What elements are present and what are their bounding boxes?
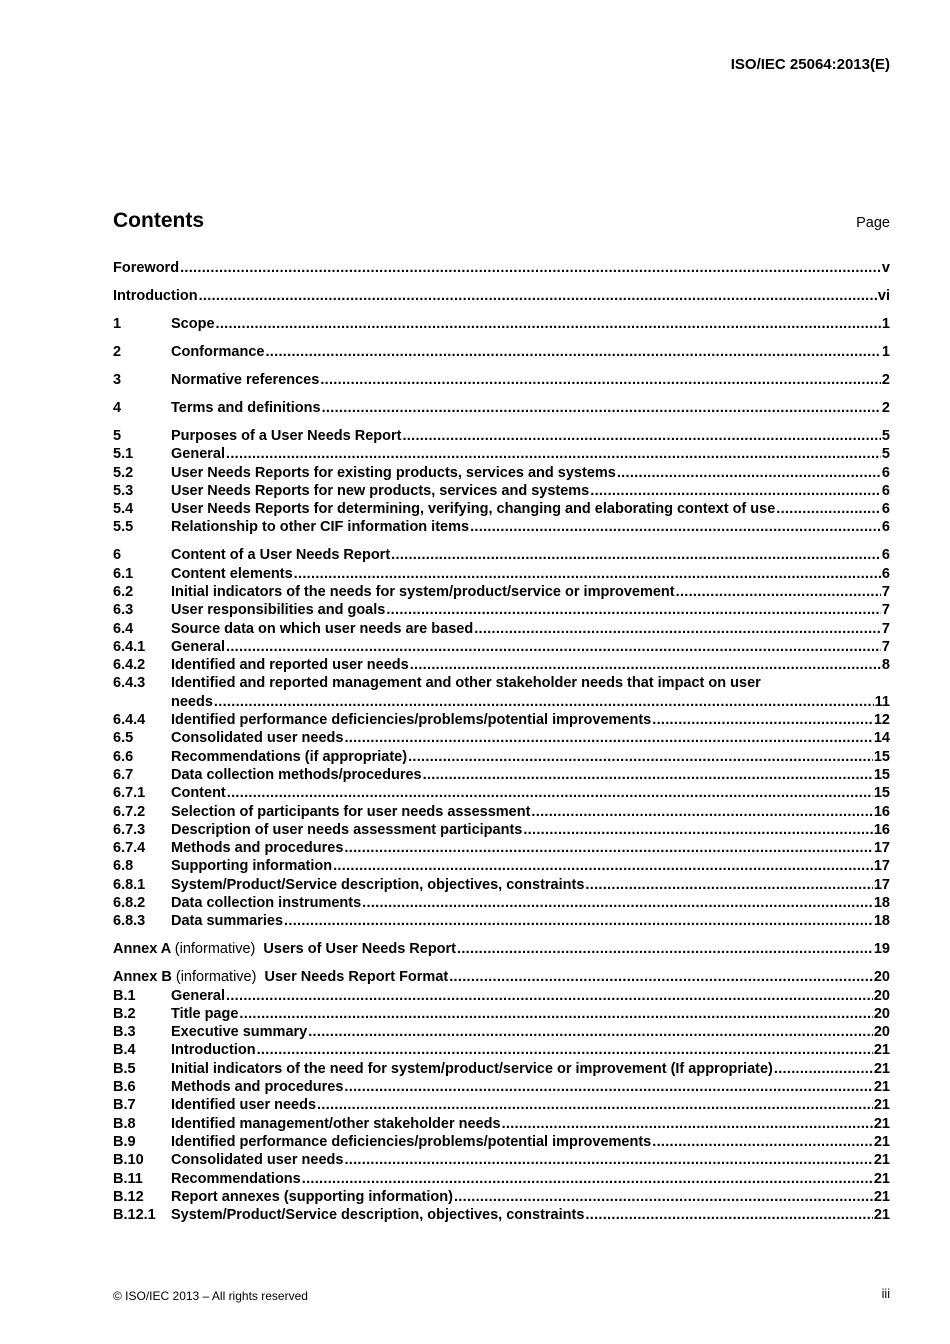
toc-entry-title bbox=[113, 940, 456, 958]
toc-entry-number: 6.7.3 bbox=[113, 821, 146, 838]
toc-entry-page: 18 bbox=[873, 895, 890, 912]
toc-entry-page: 16 bbox=[873, 821, 890, 838]
toc-entry[interactable] bbox=[113, 620, 890, 638]
toc-entry-title: Conformance bbox=[171, 343, 265, 360]
toc-entry-title: Initial indicators of the need for system/product/service or improvement (If appropriate) bbox=[171, 1060, 773, 1077]
toc-entry-page: 6 bbox=[881, 547, 890, 564]
toc-entry-page: 21 bbox=[873, 1207, 890, 1224]
toc-entry-number: 1 bbox=[113, 315, 122, 332]
toc-entry-number: B.9 bbox=[113, 1133, 136, 1150]
toc-entry-page: 21 bbox=[873, 1133, 890, 1150]
toc-dot-leader bbox=[344, 1078, 872, 1096]
toc-entry-page: 21 bbox=[873, 1079, 890, 1096]
toc-entry-number: 3 bbox=[113, 371, 122, 388]
toc-entry[interactable] bbox=[113, 371, 890, 389]
annex-title: User Needs Report Format bbox=[264, 969, 449, 986]
toc-entry[interactable] bbox=[113, 601, 890, 619]
toc-entry-page: 20 bbox=[873, 987, 890, 1004]
toc-entry-page: 7 bbox=[881, 620, 890, 637]
toc-entry-page: 20 bbox=[873, 969, 890, 986]
toc-dot-leader bbox=[457, 940, 873, 958]
toc-dot-leader bbox=[362, 894, 873, 912]
toc-entry[interactable] bbox=[113, 1041, 890, 1059]
toc-entry-number: 6.2 bbox=[113, 583, 134, 600]
toc-entry-title: System/Product/Service description, objectives, constraints bbox=[171, 1207, 585, 1224]
toc-dot-leader bbox=[391, 546, 881, 564]
toc-entry-title: Content bbox=[171, 785, 226, 802]
toc-entry-page: 21 bbox=[873, 1042, 890, 1059]
toc-entry[interactable] bbox=[113, 464, 890, 482]
toc-dot-leader bbox=[294, 565, 881, 583]
toc-entry-title: Content of a User Needs Report bbox=[171, 547, 391, 564]
toc-dot-leader bbox=[454, 1188, 873, 1206]
toc-entry[interactable] bbox=[113, 500, 890, 518]
toc-entry-number: B.4 bbox=[113, 1042, 136, 1059]
toc-entry-title: System/Product/Service description, objectives, constraints bbox=[171, 876, 585, 893]
toc-entry-number: 6.7.4 bbox=[113, 840, 146, 857]
toc-entry-page: 15 bbox=[873, 748, 890, 765]
toc-entry-page: 21 bbox=[873, 1115, 890, 1132]
toc-entry-number: B.8 bbox=[113, 1115, 136, 1132]
toc-entry-page: 8 bbox=[881, 657, 890, 674]
toc-entry[interactable] bbox=[113, 711, 890, 729]
toc-dot-leader bbox=[776, 500, 881, 518]
toc-entry-number: B.5 bbox=[113, 1060, 136, 1077]
toc-entry-page: 7 bbox=[881, 638, 890, 655]
toc-entry-title: Recommendations (if appropriate) bbox=[171, 748, 408, 765]
toc-entry-title: Identified performance deficiencies/problems/potential improvements bbox=[171, 712, 652, 729]
toc-entry-page: 21 bbox=[873, 1060, 890, 1077]
toc-entry-title: Methods and procedures bbox=[171, 1079, 344, 1096]
contents-title: Contents bbox=[113, 209, 204, 232]
toc-dot-leader bbox=[774, 1060, 873, 1078]
toc-entry-title-continued: needs bbox=[171, 693, 213, 710]
toc-entry[interactable] bbox=[113, 399, 890, 417]
toc-entry-number: 6.5 bbox=[113, 730, 134, 747]
toc-dot-leader bbox=[386, 601, 881, 619]
toc-dot-leader bbox=[676, 583, 881, 601]
toc-entry-page: 12 bbox=[873, 712, 890, 729]
toc-dot-leader bbox=[333, 857, 873, 875]
toc-dot-leader bbox=[652, 711, 873, 729]
toc-entry-title: Recommendations bbox=[171, 1170, 301, 1187]
toc-entry-page: 2 bbox=[881, 399, 890, 416]
toc-dot-leader bbox=[474, 620, 881, 638]
toc-entry-number: 6.7.1 bbox=[113, 785, 146, 802]
toc-entry-page: 7 bbox=[881, 583, 890, 600]
toc-entry-page: 17 bbox=[873, 840, 890, 857]
toc-dot-leader bbox=[226, 987, 873, 1005]
toc-entry-title: Terms and definitions bbox=[171, 399, 321, 416]
toc-entry-title: Introduction bbox=[113, 287, 198, 304]
toc-entry-number: 5.5 bbox=[113, 519, 134, 536]
toc-dot-leader bbox=[320, 371, 881, 389]
toc-dot-leader bbox=[216, 315, 881, 333]
toc-entry-page: 20 bbox=[873, 1005, 890, 1022]
toc-entry[interactable] bbox=[113, 940, 890, 958]
toc-entry-number: 6.4.4 bbox=[113, 712, 146, 729]
toc-entry-number: 6.4.2 bbox=[113, 657, 146, 674]
toc-entry-title: Title page bbox=[171, 1005, 239, 1022]
toc-dot-leader bbox=[617, 464, 881, 482]
toc-entry[interactable] bbox=[113, 803, 890, 821]
toc-dot-leader bbox=[226, 445, 881, 463]
toc-entry[interactable] bbox=[113, 912, 890, 930]
toc-entry[interactable] bbox=[113, 482, 890, 500]
toc-entry-page: 1 bbox=[881, 343, 890, 360]
toc-entry-page: 2 bbox=[881, 371, 890, 388]
toc-entry-title: Data collection methods/procedures bbox=[171, 766, 422, 783]
toc-dot-leader bbox=[317, 1096, 873, 1114]
toc-entry-title: Introduction bbox=[171, 1042, 256, 1059]
toc-entry-number: 6.6 bbox=[113, 748, 134, 765]
toc-entry-title: Source data on which user needs are based bbox=[171, 620, 474, 637]
toc-entry-title: General bbox=[171, 987, 225, 1004]
toc-entry[interactable] bbox=[113, 857, 890, 875]
toc-entry[interactable] bbox=[113, 583, 890, 601]
annex-title: Users of User Needs Report bbox=[263, 941, 457, 958]
toc-entry-page: 21 bbox=[873, 1097, 890, 1114]
toc-entry[interactable] bbox=[113, 839, 890, 857]
toc-dot-leader bbox=[449, 968, 873, 986]
toc-dot-leader bbox=[585, 1206, 872, 1224]
toc-entry-number: B.7 bbox=[113, 1097, 136, 1114]
toc-entry[interactable] bbox=[113, 565, 890, 583]
toc-entry-title: General bbox=[171, 638, 225, 655]
toc-entry-title: Methods and procedures bbox=[171, 840, 344, 857]
toc-entry-page: 19 bbox=[873, 941, 890, 958]
toc-entry[interactable] bbox=[113, 638, 890, 656]
toc-entry[interactable] bbox=[113, 343, 890, 361]
toc-entry-page: 21 bbox=[873, 1188, 890, 1205]
toc-entry[interactable] bbox=[113, 987, 890, 1005]
toc-entry-number: 6.1 bbox=[113, 565, 134, 582]
toc-entry-number: 5.1 bbox=[113, 446, 134, 463]
page-column-label: Page bbox=[856, 215, 890, 231]
toc-dot-leader bbox=[227, 784, 873, 802]
toc-entry[interactable] bbox=[113, 748, 890, 766]
toc-entry[interactable] bbox=[113, 1170, 890, 1188]
toc-entry-title: Consolidated user needs bbox=[171, 730, 344, 747]
toc-entry-title: Description of user needs assessment participants bbox=[171, 821, 523, 838]
toc-dot-leader bbox=[585, 876, 872, 894]
toc-dot-leader bbox=[265, 343, 880, 361]
toc-dot-leader bbox=[344, 1151, 872, 1169]
toc-entry-title: User responsibilities and goals bbox=[171, 602, 386, 619]
toc-entry-page: 15 bbox=[873, 785, 890, 802]
toc-entry-number: 6.4 bbox=[113, 620, 134, 637]
toc-entry[interactable] bbox=[113, 518, 890, 536]
toc-entry[interactable] bbox=[113, 784, 890, 802]
toc-entry[interactable] bbox=[113, 315, 890, 333]
toc-entry-title: User Needs Reports for determining, verifying, changing and elaborating context of use bbox=[171, 501, 776, 518]
toc-entry-number: 2 bbox=[113, 343, 122, 360]
footer-copyright: © ISO/IEC 2013 – All rights reserved bbox=[113, 1289, 308, 1303]
toc-entry-title: User Needs Reports for new products, services and systems bbox=[171, 482, 590, 499]
toc-entry[interactable] bbox=[113, 1023, 890, 1041]
toc-entry[interactable] bbox=[113, 729, 890, 747]
toc-entry-number: 6.4.1 bbox=[113, 638, 146, 655]
toc-entry-title: Normative references bbox=[171, 371, 320, 388]
toc-entry-number: B.12.1 bbox=[113, 1207, 156, 1224]
toc-dot-leader bbox=[470, 518, 881, 536]
toc-entry-number: B.3 bbox=[113, 1024, 136, 1041]
toc-entry-title: General bbox=[171, 446, 225, 463]
toc-entry-title: Relationship to other CIF information items bbox=[171, 519, 470, 536]
toc-entry-number: 4 bbox=[113, 399, 122, 416]
toc-entry-page: 17 bbox=[873, 858, 890, 875]
toc-entry-number: B.6 bbox=[113, 1079, 136, 1096]
toc-entry-page: 11 bbox=[874, 693, 890, 710]
toc-dot-leader bbox=[410, 656, 881, 674]
toc-entry-page: 6 bbox=[881, 519, 890, 536]
toc-dot-leader bbox=[402, 427, 880, 445]
toc-entry-title: Identified and reported user needs bbox=[171, 657, 409, 674]
footer-page-number: iii bbox=[881, 1287, 890, 1301]
toc-dot-leader bbox=[523, 821, 873, 839]
toc-dot-leader bbox=[344, 839, 872, 857]
toc-entry-page: 1 bbox=[881, 315, 890, 332]
toc-entry[interactable] bbox=[113, 1206, 890, 1224]
toc-entry-title: Identified management/other stakeholder needs bbox=[171, 1115, 501, 1132]
toc-entry-page: 6 bbox=[881, 464, 890, 481]
toc-entry[interactable] bbox=[113, 656, 890, 674]
toc-dot-leader bbox=[408, 748, 873, 766]
toc-entry-number: 6.7.2 bbox=[113, 803, 146, 820]
toc-entry-number: B.12 bbox=[113, 1188, 144, 1205]
toc-entry[interactable] bbox=[113, 821, 890, 839]
toc-entry-number: 6.8.3 bbox=[113, 913, 146, 930]
toc-entry-title: Initial indicators of the needs for system/product/service or improvement bbox=[171, 583, 675, 600]
toc-entry-number: B.1 bbox=[113, 987, 136, 1004]
toc-entry-page: 6 bbox=[881, 565, 890, 582]
toc-dot-leader bbox=[199, 287, 877, 305]
annex-label: Annex A bbox=[113, 941, 171, 958]
toc-entry[interactable] bbox=[113, 1078, 890, 1096]
toc-entry-page: 7 bbox=[881, 602, 890, 619]
toc-entry-title: Data summaries bbox=[171, 913, 284, 930]
toc-entry-page: 5 bbox=[881, 446, 890, 463]
toc-entry-number: 6.8.2 bbox=[113, 895, 146, 912]
toc-entry-page: 15 bbox=[873, 766, 890, 783]
toc-entry-title: Report annexes (supporting information) bbox=[171, 1188, 453, 1205]
toc-entry[interactable] bbox=[113, 674, 890, 692]
document-id: ISO/IEC 25064:2013(E) bbox=[730, 56, 890, 73]
toc-entry-number: 6.8 bbox=[113, 858, 134, 875]
toc-dot-leader bbox=[502, 1115, 873, 1133]
toc-entry[interactable] bbox=[113, 259, 890, 277]
toc-entry[interactable] bbox=[113, 427, 890, 445]
toc-entry-title: Identified and reported management and other stakeholder needs that impact on user bbox=[171, 675, 761, 692]
table-of-contents bbox=[113, 259, 890, 1224]
toc-entry-number: 5.4 bbox=[113, 501, 134, 518]
toc-entry-title: Supporting information bbox=[171, 858, 333, 875]
toc-dot-leader bbox=[423, 766, 873, 784]
toc-entry-page: 14 bbox=[873, 730, 890, 747]
toc-entry-number: 6.4.3 bbox=[113, 675, 146, 692]
toc-dot-leader bbox=[590, 482, 881, 500]
contents-header bbox=[113, 209, 890, 233]
toc-entry-continuation[interactable] bbox=[113, 693, 890, 711]
toc-entry-title: Data collection instruments bbox=[171, 895, 362, 912]
toc-entry-page: vi bbox=[877, 287, 890, 304]
toc-entry-number: B.11 bbox=[113, 1170, 143, 1187]
toc-entry[interactable] bbox=[113, 1188, 890, 1206]
toc-dot-leader bbox=[226, 638, 881, 656]
annex-informative: (informative) bbox=[175, 969, 257, 986]
annex-informative: (informative) bbox=[174, 941, 256, 958]
toc-entry-page: 21 bbox=[873, 1170, 890, 1187]
annex-label: Annex B bbox=[113, 969, 172, 986]
toc-dot-leader bbox=[308, 1023, 873, 1041]
toc-entry-title: Identified performance deficiencies/problems/potential improvements bbox=[171, 1133, 652, 1150]
toc-entry-title: Consolidated user needs bbox=[171, 1152, 344, 1169]
toc-dot-leader bbox=[239, 1005, 872, 1023]
toc-entry-number: 6.7 bbox=[113, 766, 134, 783]
toc-entry-number: 5.2 bbox=[113, 464, 134, 481]
toc-dot-leader bbox=[214, 693, 874, 711]
toc-dot-leader bbox=[302, 1170, 873, 1188]
toc-entry-number: 5 bbox=[113, 427, 122, 444]
toc-entry-title: Identified user needs bbox=[171, 1097, 317, 1114]
toc-entry-page: 5 bbox=[881, 427, 890, 444]
toc-entry-number: 6 bbox=[113, 547, 122, 564]
toc-entry[interactable] bbox=[113, 1115, 890, 1133]
toc-entry-page: 17 bbox=[873, 876, 890, 893]
toc-entry-title: Purposes of a User Needs Report bbox=[171, 427, 402, 444]
toc-entry[interactable] bbox=[113, 968, 890, 986]
toc-entry-number: 6.8.1 bbox=[113, 876, 146, 893]
toc-entry-page: 6 bbox=[881, 482, 890, 499]
toc-dot-leader bbox=[284, 912, 873, 930]
toc-entry-page: v bbox=[881, 260, 890, 276]
toc-dot-leader bbox=[652, 1133, 873, 1151]
toc-dot-leader bbox=[180, 259, 881, 277]
toc-entry-page: 6 bbox=[881, 501, 890, 518]
toc-entry-page: 20 bbox=[873, 1024, 890, 1041]
toc-entry[interactable] bbox=[113, 1060, 890, 1078]
toc-entry[interactable] bbox=[113, 1151, 890, 1169]
toc-entry-title bbox=[113, 968, 448, 986]
toc-entry-number: 5.3 bbox=[113, 482, 134, 499]
toc-entry[interactable] bbox=[113, 1096, 890, 1114]
toc-entry-number: B.10 bbox=[113, 1152, 144, 1169]
toc-entry[interactable] bbox=[113, 876, 890, 894]
toc-entry[interactable] bbox=[113, 894, 890, 912]
toc-entry[interactable] bbox=[113, 546, 890, 564]
toc-entry-title: Selection of participants for user needs assessment bbox=[171, 803, 531, 820]
toc-entry-title: Scope bbox=[171, 315, 215, 332]
toc-entry-title: User Needs Reports for existing products, services and systems bbox=[171, 464, 616, 481]
toc-entry-number: B.2 bbox=[113, 1005, 136, 1022]
toc-entry[interactable] bbox=[113, 445, 890, 463]
toc-dot-leader bbox=[531, 803, 872, 821]
toc-entry-title: Executive summary bbox=[171, 1024, 308, 1041]
toc-entry[interactable] bbox=[113, 1005, 890, 1023]
toc-dot-leader bbox=[322, 399, 881, 417]
toc-entry-title: Content elements bbox=[171, 565, 293, 582]
toc-entry-page: 16 bbox=[873, 803, 890, 820]
toc-entry[interactable] bbox=[113, 1133, 890, 1151]
toc-entry[interactable] bbox=[113, 766, 890, 784]
toc-entry-number: 6.3 bbox=[113, 602, 134, 619]
toc-entry[interactable] bbox=[113, 287, 890, 305]
toc-entry-page: 21 bbox=[873, 1152, 890, 1169]
toc-dot-leader bbox=[344, 729, 872, 747]
toc-dot-leader bbox=[257, 1041, 873, 1059]
toc-entry-title: Foreword bbox=[113, 260, 180, 276]
toc-entry-page: 18 bbox=[873, 913, 890, 930]
